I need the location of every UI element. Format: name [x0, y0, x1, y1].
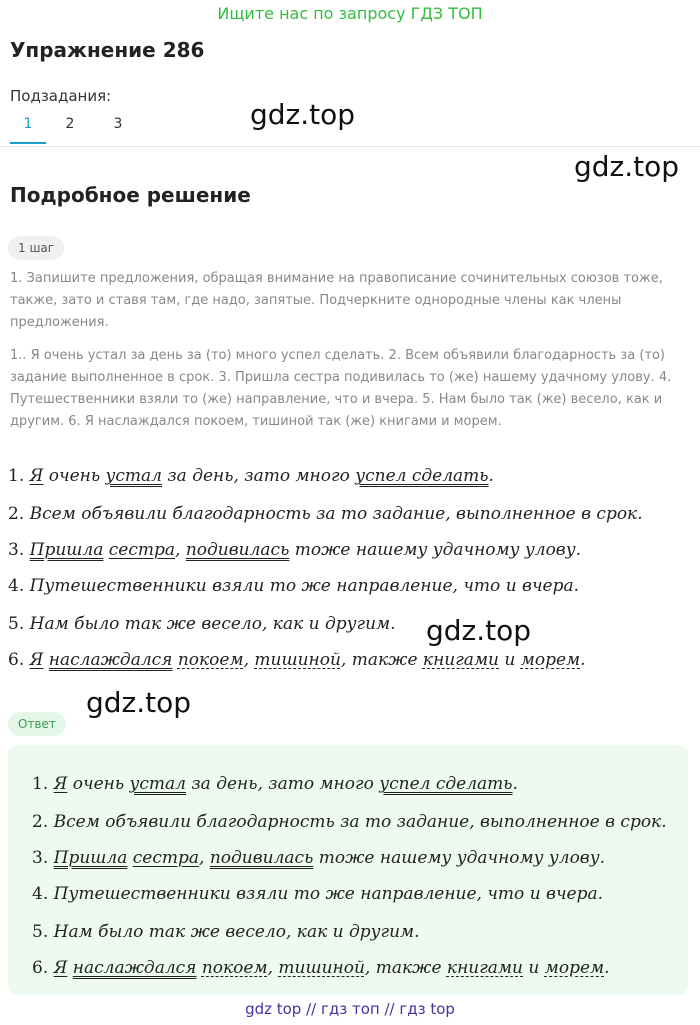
answer-line-4: 4. Путешественники взяли то же направление, что и вчера. — [32, 884, 603, 904]
footer-links: gdz top // гдз топ // гдз top — [245, 1000, 455, 1018]
solution-line-1: 1. Я очень устал за день, зато много успел сделать. — [8, 466, 494, 486]
step-badge: 1 шаг — [8, 236, 64, 260]
tab-2[interactable]: 2 — [65, 116, 75, 132]
solution-line-2: 2. Всем объявили благодарность за то задание, выполненное в срок. — [8, 504, 643, 524]
watermark: gdz.top — [426, 614, 532, 647]
task-text: 1. Запишите предложения, обращая внимание на правописание сочинительных союзов тоже, также, зато и ставя там, где надо, запятые. Подчеркните однородные члены как члены предложения. — [10, 271, 663, 330]
watermark: gdz.top — [86, 686, 192, 719]
source-text: 1.. Я очень устал за день за (то) много успел сделать. 2. Всем объявили благодарность за (то) задание выполненное в срок. 3. Пришла сестра подивилась то (же) нашему удачному улову. 4. Путешественники взяли то (же) направление, что и вчера. 5. Нам было так (же) весело, как и другим. 6. Я наслаждался покоем, тишиной так (же) книгами и морем. — [10, 348, 672, 429]
solution-block — [8, 466, 688, 686]
solution-line-3: 3. Пришла сестра, подивилась тоже нашему удачному улову. — [8, 540, 581, 560]
solution-line-5: 5. Нам было так же весело, как и другим. — [8, 614, 396, 634]
watermark: gdz.top — [250, 98, 356, 131]
solution-heading: Подробное решение — [10, 183, 251, 207]
tab-1[interactable]: 1 — [10, 116, 46, 144]
answer-line-5: 5. Нам было так же весело, как и другим. — [32, 922, 420, 942]
answer-badge: Ответ — [8, 712, 66, 736]
divider — [0, 146, 700, 147]
answer-line-2: 2. Всем объявили благодарность за то задание, выполненное в срок. — [32, 812, 667, 832]
solution-line-4: 4. Путешественники взяли то же направление, что и вчера. — [8, 576, 579, 596]
tab-3[interactable]: 3 — [113, 116, 123, 132]
watermark: gdz.top — [574, 150, 680, 183]
answer-line-3: 3. Пришла сестра, подивилась тоже нашему удачному улову. — [32, 848, 605, 868]
solution-line-6: 6. Я наслаждался покоем, тишиной, также книгами и морем. — [8, 650, 586, 670]
subtasks-label: Подзадания: — [10, 87, 112, 105]
answer-block — [32, 774, 682, 994]
promo-banner: Ищите нас по запросу ГДЗ ТОП — [217, 4, 483, 23]
answer-line-6: 6. Я наслаждался покоем, тишиной, также книгами и морем. — [32, 958, 610, 978]
subtask-tabs — [10, 116, 142, 144]
page-title: Упражнение 286 — [10, 38, 205, 62]
answer-line-1: 1. Я очень устал за день, зато много успел сделать. — [32, 774, 518, 794]
